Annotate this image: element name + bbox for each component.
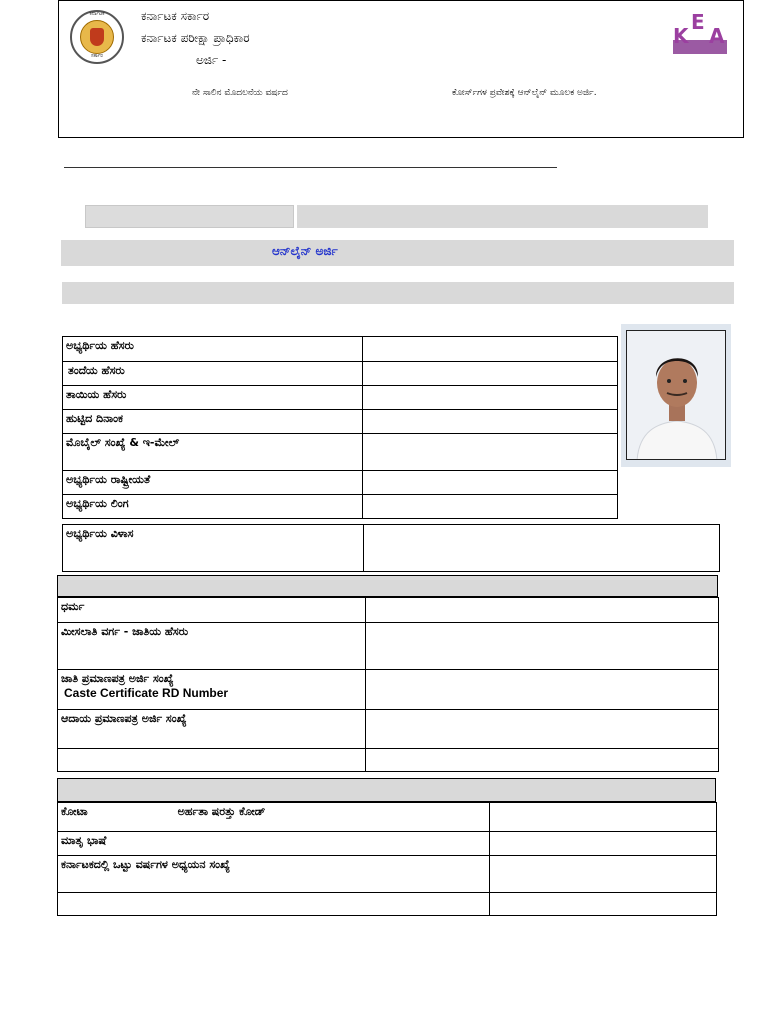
- label-eligibility-code: ಅರ್ಹತಾ ಷರತ್ತು ಕೋಡ್: [177, 805, 266, 818]
- category-table: [57, 597, 719, 772]
- placeholder-box-right: [297, 205, 708, 228]
- value-applicant-name: [363, 337, 618, 362]
- applicant-photo: [621, 324, 731, 467]
- value-caste-certificate: [366, 670, 719, 710]
- kea-logo: K E A: [673, 12, 727, 54]
- label-mother-name: ತಾಯಿಯ ಹೆಸರು: [63, 386, 363, 410]
- seal-top-text: ಕರ್ನಾಟಕ: [89, 11, 105, 17]
- value-dob: [363, 410, 618, 434]
- label-dob: ಹುಟ್ಟಿದ ದಿನಾಂಕ: [63, 410, 363, 434]
- personal-details-table: [62, 336, 618, 519]
- header-sub-right: ಕೋರ್ಸ್‌ಗಳ ಪ್ರವೇಶಕ್ಕೆ ಆನ್‌ಲೈನ್ ಮೂಲಕ ಅರ್ಜಿ.: [452, 88, 597, 98]
- header-line-application: ಅರ್ಜಿ -: [196, 53, 227, 67]
- form-title: ಆನ್‌ಲೈನ್ ಅರ್ಜಿ: [272, 244, 338, 258]
- empty-cell: [366, 749, 719, 772]
- label-income-certificate: ಆದಾಯ ಪ್ರಮಾಣಪತ್ರ ಅರ್ಜಿ ಸಂಖ್ಯೆ: [58, 710, 366, 749]
- section-bar: [62, 282, 734, 304]
- value-mother-tongue: [490, 832, 717, 856]
- label-father-name: ತಂದೆಯ ಹೆಸರು: [63, 362, 363, 386]
- person-photo-icon: [627, 331, 726, 460]
- karnataka-seal-icon: [70, 10, 124, 64]
- value-income-certificate: [366, 710, 719, 749]
- eligibility-section-header: [57, 778, 716, 802]
- header-line-govt: ಕರ್ನಾಟಕ ಸರ್ಕಾರ: [141, 9, 210, 23]
- category-section-header: [57, 575, 718, 597]
- header-line-authority: ಕರ್ನಾಟಕ ಪರೀಕ್ಷಾ ಪ್ರಾಧಿಕಾರ: [141, 31, 250, 45]
- label-mobile-email: ಮೊಬೈಲ್ ಸಂಖ್ಯೆ & ಇ-ಮೇಲ್: [63, 434, 363, 471]
- divider-line: [64, 167, 557, 168]
- value-nationality: [363, 471, 618, 495]
- value-study-years: [490, 856, 717, 893]
- label-quota: ಕೋಟಾ: [61, 805, 88, 818]
- eligibility-table: [57, 802, 717, 916]
- address-table: [62, 524, 720, 572]
- caste-cert-kn: ಜಾತಿ ಪ್ರಮಾಣಪತ್ರ ಅರ್ಜಿ ಸಂಖ್ಯೆ: [61, 672, 174, 685]
- label-applicant-name: ಅಭ್ಯರ್ಥಿಯ ಹೆಸರು: [63, 337, 363, 362]
- label-religion: ಧರ್ಮ: [58, 598, 366, 623]
- placeholder-box-left: [85, 205, 294, 228]
- label-mother-tongue: ಮಾತೃ ಭಾಷೆ: [58, 832, 490, 856]
- empty-cell: [58, 893, 490, 916]
- label-study-years: ಕರ್ನಾಟಕದಲ್ಲಿ ಒಟ್ಟು ವರ್ಷಗಳ ಅಧ್ಯಯನ ಸಂಖ್ಯೆ: [58, 856, 490, 893]
- value-gender: [363, 495, 618, 519]
- value-mother-name: [363, 386, 618, 410]
- label-address: ಅಭ್ಯರ್ಥಿಯ ವಿಳಾಸ: [63, 525, 364, 572]
- header-sub-left: ನೇ ಸಾಲಿನ ಮೊದಲನೆಯ ವರ್ಷದ: [192, 88, 288, 98]
- label-gender: ಅಭ್ಯರ್ಥಿಯ ಲಿಂಗ: [63, 495, 363, 519]
- label-nationality: ಅಭ್ಯರ್ಥಿಯ ರಾಷ್ಟ್ರೀಯತೆ: [63, 471, 363, 495]
- value-father-name: [363, 362, 618, 386]
- label-caste-certificate: [58, 670, 366, 710]
- caste-cert-en: Caste Certificate RD Number: [64, 686, 229, 700]
- value-mobile-email: [363, 434, 618, 471]
- empty-cell: [58, 749, 366, 772]
- value-quota-code: [490, 803, 717, 832]
- empty-cell: [490, 893, 717, 916]
- label-quota-code: [58, 803, 490, 832]
- value-address: [364, 525, 720, 572]
- value-reservation-caste: [366, 623, 719, 670]
- value-religion: [366, 598, 719, 623]
- seal-bottom-text: ಸರ್ಕಾರ: [91, 53, 103, 59]
- form-title-bar: [61, 240, 734, 266]
- label-reservation-caste: ಮೀಸಲಾತಿ ವರ್ಗ - ಜಾತಿಯ ಹೆಸರು: [58, 623, 366, 670]
